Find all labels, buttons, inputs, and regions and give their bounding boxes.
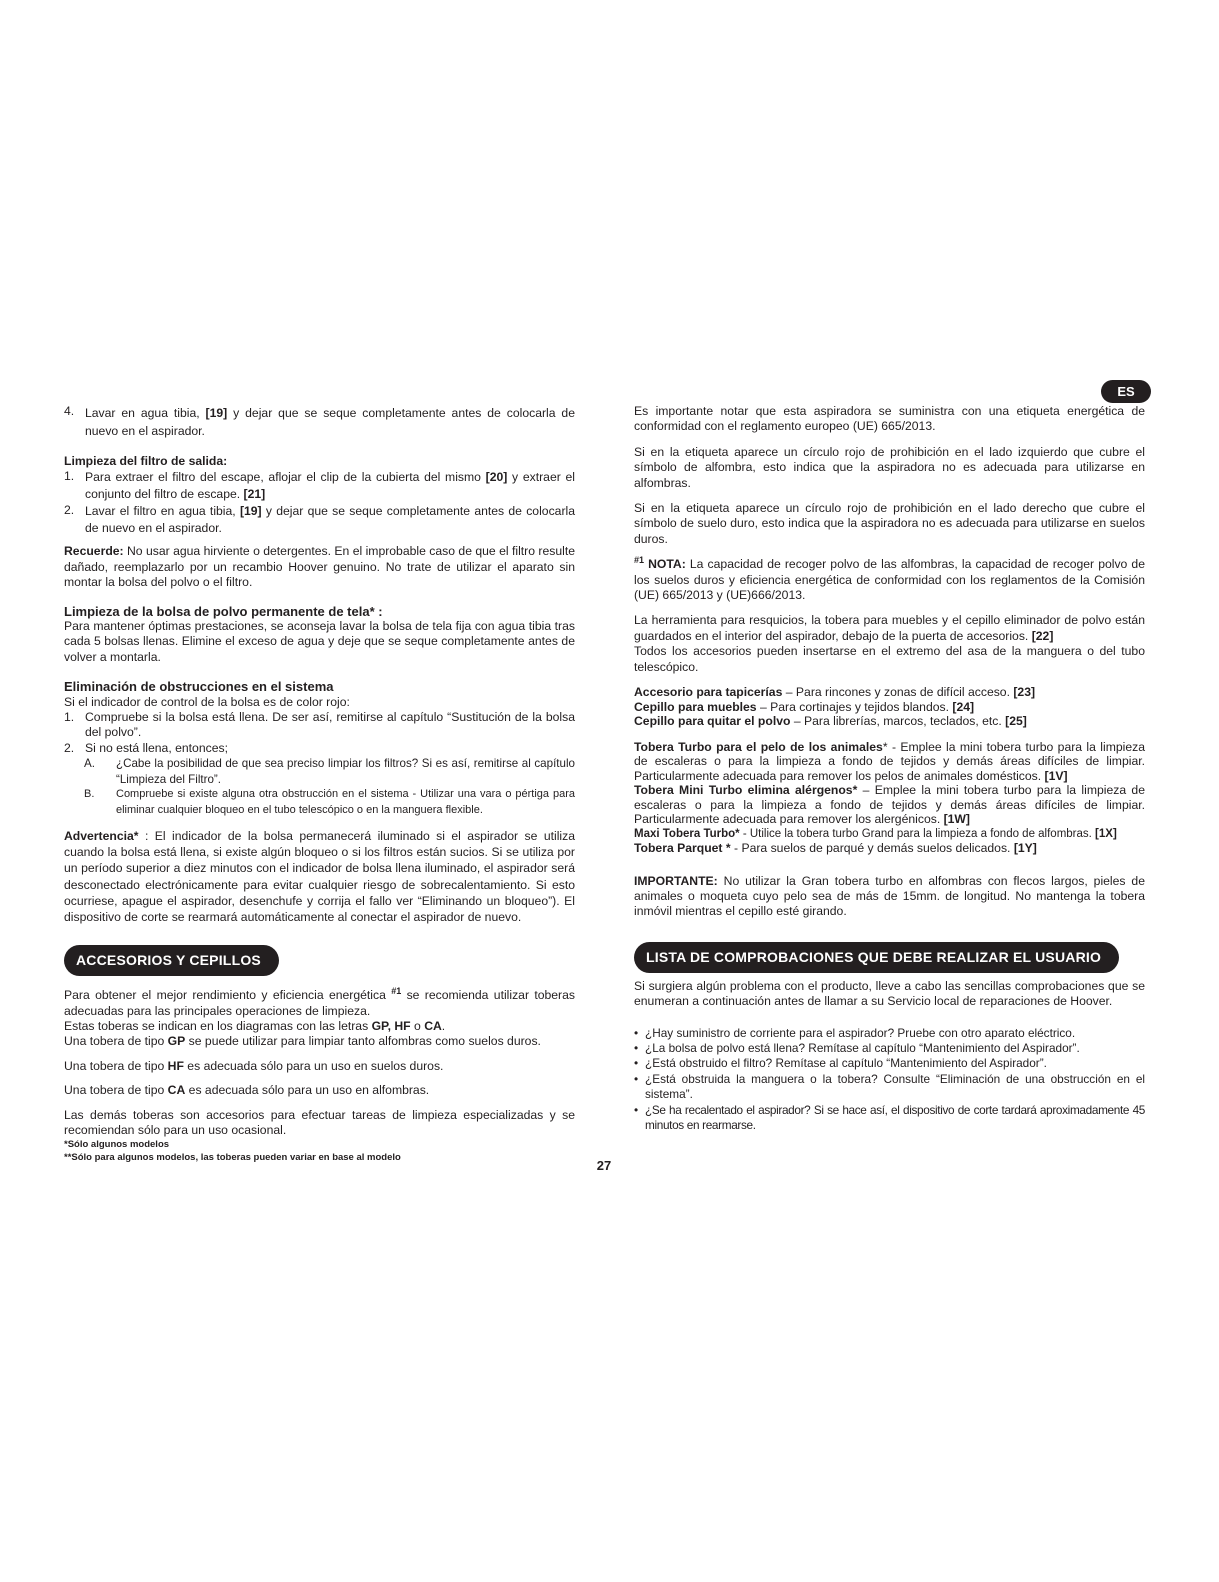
accessory-list <box>634 685 1145 729</box>
page-number: 27 <box>596 1158 612 1173</box>
list-item: B. Compruebe si existe alguna otra obstrucción en el sistema - Utilizar una vara o pértiga para eliminar cualquier bloqueo en el tubo telescópico o en la manguera flexible. <box>84 788 575 816</box>
tool-storage-note: La herramienta para resquicios, la tobera para muebles y el cepillo eliminador de polvo están guardados en el interior del aspirador, debajo de la puerta de accesorios. [22] <box>634 613 1145 643</box>
accessories-heading-bar <box>64 945 575 976</box>
list-item: • ¿Está obstruido el filtro? Remítase al capítulo “Mantenimiento del Aspirador”. <box>634 1056 1047 1071</box>
list-item: Cepillo para quitar el polvo – Para librerías, marcos, teclados, etc. [25] <box>634 714 1027 729</box>
left-column <box>64 404 575 1164</box>
blockage-intro: Si el indicador de control de la bolsa es de color rojo: <box>64 694 350 709</box>
list-item: 4. Lavar en agua tibia, [19] y dejar que se seque completamente antes de colocarla de nuevo en el aspirador. <box>64 404 575 438</box>
list-item: 1. Para extraer el filtro del escape, aflojar el clip de la cubierta del mismo [20] y extraer el conjunto del filtro de escape. [21] <box>64 469 575 502</box>
accessories-letters: Estas toberas se indican en los diagramas con las letras GP, HF o CA. <box>64 1018 446 1033</box>
important-note: IMPORTANTE: No utilizar la Gran tobera turbo en alfombras con flecos largos, pieles de animales o moqueta cuyo pelo sea de más de 15mm. de longitud. No mantenga la tobera inmóvil mientras el cepillo esté girando. <box>634 873 1145 919</box>
list-item: Accesorio para tapicerías – Para rincones y zonas de difícil acceso. [23] <box>634 685 1036 700</box>
list-item: 2. Lavar el filtro en agua tibia, [19] y dejar que se seque completamente antes de colocarla de nuevo en el aspirador. <box>64 503 575 536</box>
accessories-heading: ACCESORIOS Y CEPILLOS <box>64 945 279 976</box>
tool-fit-note: Todos los accesorios pueden insertarse en el extremo del asa de la manguera o del tubo telescópico. <box>634 644 1145 674</box>
list-item: Tobera Parquet * - Para suelos de parqué y demás suelos delicados. [1Y] <box>634 841 1037 856</box>
checklist <box>634 1026 1145 1134</box>
list-item: • ¿Está obstruida la manguera o la tobera? Consulte “Eliminación de una obstrucción en el sistema”. <box>634 1071 1145 1102</box>
exhaust-filter-heading: Limpieza del filtro de salida: <box>64 454 228 468</box>
checklist-intro: Si surgiera algún problema con el producto, lleve a cabo las sencillas comprobaciones que se enumeran a continuación antes de llamar a su Servicio local de reparaciones de Hoover. <box>634 978 1145 1009</box>
accessories-intro: Para obtener el mejor rendimiento y eficiencia energética $^{\#1}$ se recomienda utilizar toberas adecuadas para las principales operaciones de limpieza. <box>64 986 575 1018</box>
nozzle-gp: Una tobera de tipo GP se puede utilizar para limpiar tanto alfombras como suelos duros. <box>64 1034 541 1049</box>
carpet-prohibition-note: Si en la etiqueta aparece un círculo rojo de prohibición en el lado izquierdo que cubre el símbolo de alfombra, esto indica que la aspiradora no es adecuada para utilizarse en alfombras. <box>634 444 1145 490</box>
right-column <box>634 404 1145 1133</box>
warning-note: Advertencia* : El indicador de la bolsa permanecerá iluminado si el aspirador se utiliza cuando la bolsa está llena, si existe algún bloqueo o si los filtros están sucios. Si se utiliza por un período superior a diez minutos con el indicador de bolsa llena iluminado, el aspirador será desconectado electrónicamente para evitar cualquier riesgo de sobrecalentamiento. Si esto ocurriese, apague el aspirador, desenchufe y corrija el fallo ver “Eliminando un bloqueo”). El dispositivo de corte se rearmará automáticamente al conectar el aspirador de nuevo. <box>64 828 575 924</box>
turbo-nozzle-list <box>634 740 1145 856</box>
nota-note: $^{\#1}$ NOTA: La capacidad de recoger polvo de las alfombras, la capacidad de recoger polvo de los suelos duros y eficiencia energética de conformidad con los reglamentos de la Comisión (UE) 665/2013 y (UE)666/2013. <box>634 555 1145 603</box>
checklist-heading-bar <box>634 942 1145 973</box>
nozzle-hf: Una tobera de tipo HF es adecuada sólo para un uso en suelos duros. <box>64 1058 444 1073</box>
list-item: • ¿Se ha recalentado el aspirador? Si se hace así, el dispositivo de corte tardará aproximadamente 45 minutos en rearmarse. <box>634 1102 1145 1133</box>
recuerde-note: Recuerde: No usar agua hirviente o detergentes. En el improbable caso de que el filtro resulte dañado, reemplazarlo por un recambio Hoover genuino. No trate de utilizar el aparato sin montar la bolsa del polvo o el filtro. <box>64 544 575 590</box>
list-item: • ¿La bolsa de polvo está llena? Remítase al capítulo “Mantenimiento del Aspirador”. <box>634 1041 1080 1056</box>
list-item: Maxi Tobera Turbo* - Utilice la tobera turbo Grand para la limpieza a fondo de alfombras. [1X] <box>634 827 1117 840</box>
footnote: **Sólo para algunos modelos, las toberas pueden variar en base al modelo <box>64 1152 401 1164</box>
list-item: 2. Si no está llena, entonces; <box>64 740 228 755</box>
hardfloor-prohibition-note: Si en la etiqueta aparece un círculo rojo de prohibición en el lado derecho que cubre el símbolo de suelo duro, esto indica que la aspiradora no es adecuada para utilizarse en suelos duros. <box>634 501 1145 546</box>
cloth-bag-text: Para mantener óptimas prestaciones, se aconseja lavar la bolsa de tela fija con agua tibia tras cada 5 bolsas llenas. Elimine el exceso de agua y deje que se seque completamente antes de volver a montarla. <box>64 619 575 664</box>
blockage-heading: Eliminación de obstrucciones en el sistema <box>64 679 334 695</box>
list-item: A. ¿Cabe la posibilidad de que sea preciso limpiar los filtros? Si es así, remitirse al capítulo “Limpieza del Filtro”. <box>84 757 575 786</box>
cloth-bag-heading: Limpieza de la bolsa de polvo permanente de tela* : <box>64 603 383 619</box>
list-item: Tobera Mini Turbo elimina alérgenos* – Emplee la mini tobera turbo para la limpieza de escaleras o para la limpieza a fondo de tejidos y demás áreas difíciles de limpiar. Particularmente adecuada para remover los alergénicos. [1W] <box>634 783 1145 827</box>
language-badge: ES <box>1101 380 1151 403</box>
list-item: Cepillo para muebles – Para cortinajes y tejidos blandos. [24] <box>634 699 975 714</box>
nozzle-ca: Una tobera de tipo CA es adecuada sólo para un uso en alfombras. <box>64 1083 430 1098</box>
list-item: 1. Compruebe si la bolsa está llena. De ser así, remitirse al capítulo “Sustitución de la bolsa del polvo”. <box>64 710 575 740</box>
list-item: Tobera Turbo para el pelo de los animales* - Emplee la mini tobera turbo para la limpieza de escaleras o para la limpieza a fondo de tejidos y demás áreas difíciles de limpiar. Particularmente adecuada para remover los pelos de animales domésticos. [1V] <box>634 739 1145 783</box>
checklist-heading: LISTA DE COMPROBACIONES QUE DEBE REALIZAR EL USUARIO <box>634 942 1119 973</box>
list-item: • ¿Hay suministro de corriente para el aspirador? Pruebe con otro aparato eléctrico. <box>634 1025 1076 1040</box>
other-nozzles: Las demás toberas son accesorios para efectuar tareas de limpieza especializadas y se recomiendan sólo para un uso ocasional. <box>64 1107 575 1137</box>
footnote: *Sólo algunos modelos <box>64 1139 170 1151</box>
energy-label-note: Es importante notar que esta aspiradora se suministra con una etiqueta energética de conformidad con el reglamento europeo (UE) 665/2013. <box>634 404 1145 434</box>
